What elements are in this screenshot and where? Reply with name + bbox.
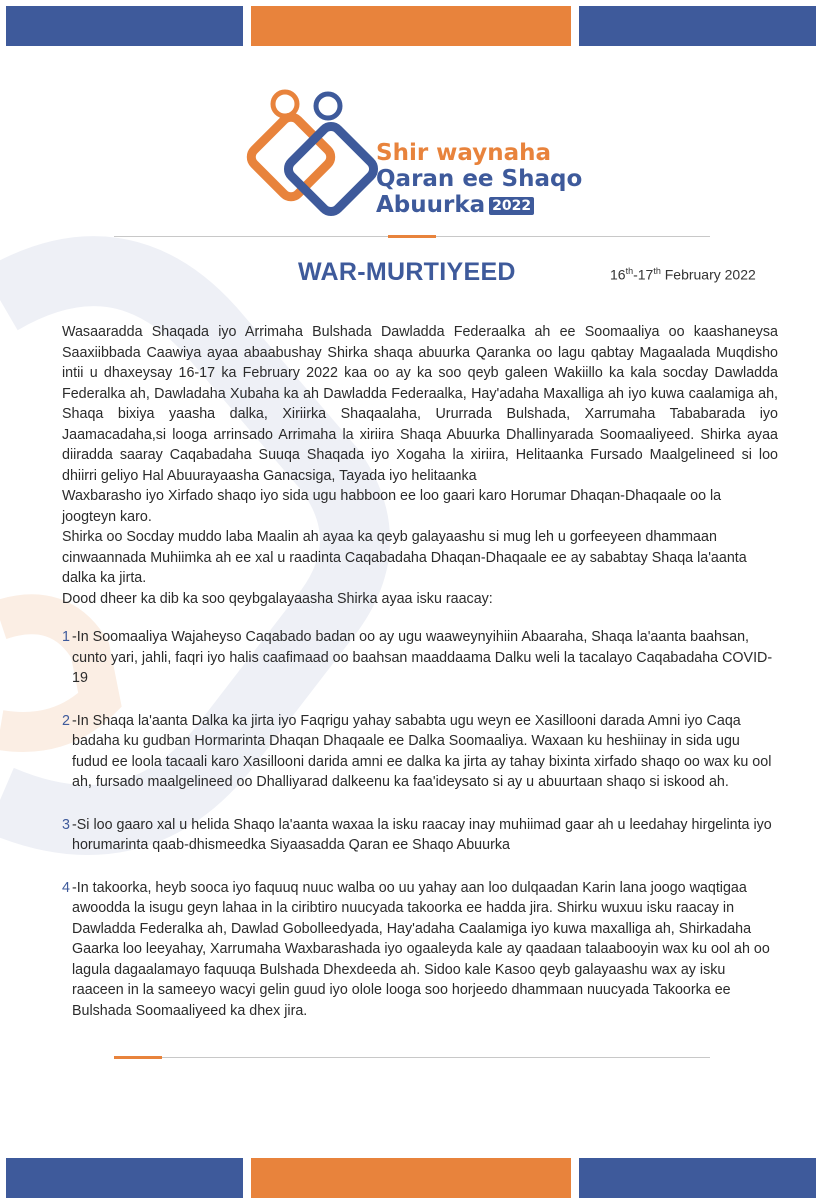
document-date: 16th-17th February 2022 — [610, 266, 756, 283]
list-item — [62, 711, 778, 793]
list-item-number: 1 — [62, 629, 70, 645]
logo-year-badge: 2022 — [489, 197, 534, 215]
header-divider-accent — [388, 235, 436, 238]
document-body — [62, 322, 778, 1043]
list-item-text: -In takoorka, heyb sooca iyo faquuq nuuc walba oo uu yahay aan loo dulqaadan Karin lana joogo waqtigaa awoodda la isugu geyn lahaa in la ciribtiro nuucyada takoorka ee hadda jira. Shirku wuxuu isku raacay in Dawladda Federalka ah, Dawlad Gobolleedyada, Hay'adaha Caalamiga iyo kuwa maxalliga ah, Shirkadaha Gaarka loo leeyahay, Xarrumaha Waxbarashada iyo ogaaleyda kale ay qaadaan talaabooyin wax ku ool ah oo lagula dagaalamayo faquuqa Bulshada Dhexdeeda ah. Sidoo kale Kasoo qeyb galayaashu wax ay isku raaceen in la sameeyo wacyi gelin guud iyo ololе looga soo horjeedo dhammaan nuucyada Takoorka ee Bulshada Soomaaliyeed ka dhex jira. — [72, 879, 770, 1019]
intro-paragraph-3: Shirka oo Socday muddo laba Maalin ah ayaa ka qeyb galayaashu si mug leh u gorfeeyeen dhammaan cinwaannada Muhiimka ah ee xal u raadinta Caqabadaha Dhaqan-Dhaqaale ee ay sababtay Shaqa la'aanta dalka ka jirta. — [62, 529, 747, 586]
bottom-color-bar — [6, 1158, 816, 1198]
resolution-list — [62, 627, 778, 1021]
list-item-text: -In Shaqa la'aanta Dalka ka jirta iyo Faqrigu yahay sababta ugu weyn ee Xasillooni darada Amni iyo Caqa badaha ku gudban Hormarinta Dhaqan Dhaqaale ee Dalka Soomaaliya. Waxaan ku heshiinay in sida ugu fudud ee loola tacaali karo Xasillooni darida amni ee dalka ka jirta ay tahay bixinta xirfado shaqo oo wax ku ool ah, fursado maalgelineed oo Dhalliyarad dalkeenu ka faa'ideysato si ay u abuurtaan shaqo si iskood ah. — [72, 712, 772, 790]
logo-line-1: Shir waynaha — [376, 140, 552, 166]
footer-divider — [114, 1057, 710, 1058]
list-item — [62, 815, 778, 856]
list-item-text: -In Soomaaliya Wajaheyso Caqabado badan oo ay ugu waaweynyihiin Abaaraha, Shaqa la'aanta baahsan, cunto yari, jahli, faqri iyo halis caafimaad oo baahsan maaddaama Dalku weli la tacalayo Caqabadaha COVID-19 — [72, 629, 773, 686]
list-item-number: 4 — [62, 879, 70, 896]
logo-line-3: Abuurka — [376, 192, 486, 218]
logo-text — [376, 140, 582, 218]
logo-line-2: Qaran ee Shaqo — [376, 166, 583, 192]
list-item — [62, 627, 778, 689]
document-title: WAR-MURTIYEED — [298, 258, 516, 286]
list-item-number: 2 — [62, 712, 70, 729]
list-item — [62, 878, 778, 1022]
intro-paragraph-4: Dood dheer ka dib ka soo qeybgalayaasha Shirka ayaa isku raacay: — [62, 590, 493, 607]
intro-paragraph-1: Wasaaradda Shaqada iyo Arrimaha Bulshada Dawladda Federaalka ah ee Soomaaliya oo kaashaneysa Saaxiibbada Caawiya ayaa abaabushay Shirka shaqa abuurka Qaranka oo lagu qabtay Magaalada Muqdisho intii u dhaxeysay 16-17 ka February 2022 kaa oo ay ka soo qeyb galeen Wakiillo ka kala socday Dawladda Federalka ah, Dawladaha Xubaha ka ah Dawladda Federaalka, Hay'adaha Maxalliga ah iyo kuwa caalamiga ah, Shaqa bixiya yaasha dalka, Xiriirka Shaqaalaha, Ururrada Bulshada, Xarrumaha Tababarada iyo Jaamacadaha,si looga arrinsado Arrimaha la xiriira Shaqa Abuurka Dhallinyarada Soomaaliyeed. Shirka ayaa diiradda saaray Caqabadaha Suuqa Shaqada iyo Xogaha la xiriira, Helitaanka Fursado Maalgelineed si loo dhiirri geliyo Hal Abuurayaasha Ganacsiga, Tayada iyo helitaanka — [62, 324, 778, 484]
intro-paragraph-2: Waxbarasho iyo Xirfado shaqo iyo sida ugu habboon ee loo gaari karo Horumar Dhaqan-Dhaqaale oo la joogteyn karo. — [62, 488, 722, 525]
footer-divider-accent — [114, 1056, 162, 1059]
list-item-number: 3 — [62, 816, 70, 833]
list-item-text: -Si loo gaaro xal u helida Shaqo la'aanta waxaa la isku raacay inay muhiimad gaar ah u leedahay hirgelinta iyo horumarinta qaab-dhismeedka Siyaasadda Qaran ee Shaqo Abuurka — [72, 816, 772, 853]
top-color-bar — [6, 6, 816, 46]
